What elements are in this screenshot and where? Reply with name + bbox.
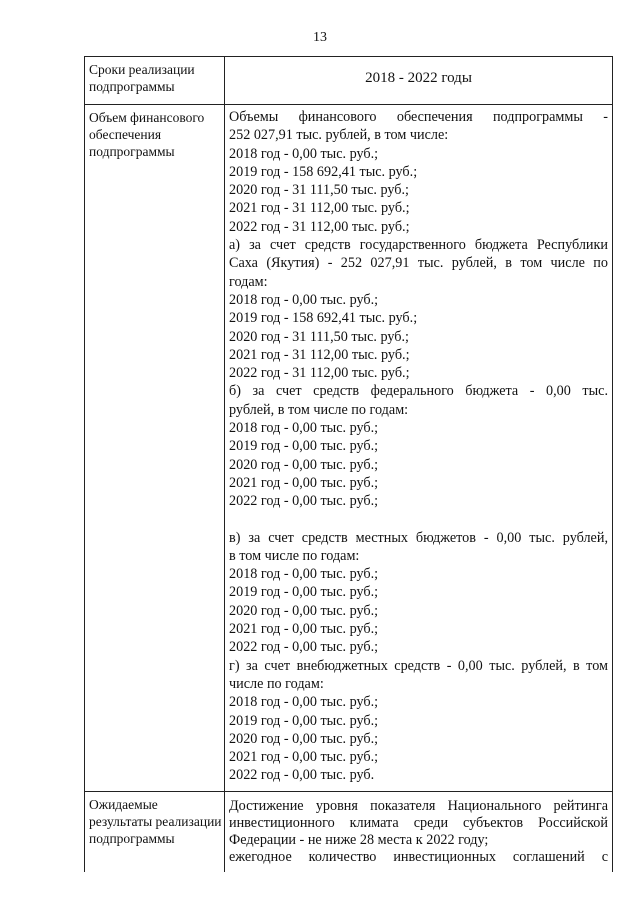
program-passport-table [84, 56, 613, 872]
federal-budget-line: б) за счет средств федерального бюджета - 0,00 тыс. [229, 383, 608, 400]
year-line: 2022 год - 0,00 тыс. руб.; [229, 493, 379, 510]
blank-gap [229, 511, 608, 529]
year-line: 2020 год - 31 111,50 тыс. руб.; [229, 328, 409, 345]
timeline-label-cell [85, 57, 225, 105]
year-line: 2021 год - 0,00 тыс. руб.; [229, 749, 379, 766]
results-content-cell [225, 791, 613, 872]
results-line: Федерации - не ниже 28 места к 2022 году; [229, 831, 489, 848]
timeline-label: Сроки реализации подпрограммы [89, 62, 195, 94]
extrabudgetary-line: г) за счет внебюджетных средств - 0,00 тыс. рублей, в том [229, 657, 608, 674]
results-line: ежегодное количество инвестиционных соглашений с [229, 848, 608, 865]
results-label-cell [85, 791, 225, 872]
year-line: 2019 год - 158 692,41 тыс. руб.; [229, 310, 418, 327]
extrabudgetary-line: числе по годам: [229, 675, 324, 692]
timeline-row [85, 57, 613, 105]
state-budget-line: а) за счет средств государственного бюджета Республики [229, 237, 608, 254]
year-line: 2019 год - 0,00 тыс. руб.; [229, 584, 379, 601]
funding-label-cell [85, 105, 225, 792]
local-budget-line: в) за счет средств местных бюджетов - 0,00 тыс. рублей, [229, 529, 608, 546]
year-line: 2021 год - 0,00 тыс. руб.; [229, 621, 379, 638]
results-line: Достижение уровня показателя Национального рейтинга [229, 797, 608, 814]
year-line: 2020 год - 0,00 тыс. руб.; [229, 730, 379, 747]
year-line: 2021 год - 31 112,00 тыс. руб.; [229, 200, 410, 217]
year-line: 2022 год - 0,00 тыс. руб.; [229, 639, 379, 656]
page-number: 13 [313, 30, 327, 45]
funding-label: Объем финансового обеспечения подпрограммы [89, 110, 205, 159]
year-line: 2020 год - 31 111,50 тыс. руб.; [229, 182, 409, 199]
results-row [85, 791, 613, 872]
funding-row [85, 105, 613, 792]
results-line: инвестиционного климата среди субъектов Российской [229, 814, 608, 831]
year-line: 2019 год - 0,00 тыс. руб.; [229, 712, 379, 729]
year-line: 2021 год - 0,00 тыс. руб.; [229, 474, 379, 491]
year-line: 2018 год - 0,00 тыс. руб.; [229, 694, 379, 711]
results-label: Ожидаемые результаты реализации подпрограммы [89, 796, 222, 846]
state-budget-line: Саха (Якутия) - 252 027,91 тыс. рублей, в том числе по [229, 255, 608, 272]
year-line: 2018 год - 0,00 тыс. руб.; [229, 145, 379, 162]
year-line: 2018 год - 0,00 тыс. руб.; [229, 420, 379, 437]
funding-content-cell [225, 105, 613, 792]
year-line: 2019 год - 158 692,41 тыс. руб.; [229, 163, 418, 180]
year-line: 2019 год - 0,00 тыс. руб.; [229, 438, 379, 455]
local-budget-line: в том числе по годам: [229, 547, 360, 564]
year-line: 2020 год - 0,00 тыс. руб.; [229, 602, 379, 619]
year-line: 2022 год - 0,00 тыс. руб. [229, 767, 375, 784]
year-line: 2022 год - 31 112,00 тыс. руб.; [229, 365, 410, 382]
year-line: 2021 год - 31 112,00 тыс. руб.; [229, 346, 410, 363]
timeline-value: 2018 - 2022 годы [365, 70, 472, 86]
federal-budget-line: рублей, в том числе по годам: [229, 401, 409, 418]
funding-intro-line: 252 027,91 тыс. рублей, в том числе: [229, 127, 449, 144]
year-line: 2020 год - 0,00 тыс. руб.; [229, 456, 379, 473]
funding-details [225, 105, 612, 791]
state-budget-line: годам: [229, 273, 268, 290]
year-line: 2018 год - 0,00 тыс. руб.; [229, 566, 379, 583]
year-line: 2022 год - 31 112,00 тыс. руб.; [229, 218, 410, 235]
funding-intro-line: Объемы финансового обеспечения подпрограммы - [229, 109, 608, 125]
results-details [225, 792, 612, 866]
year-line: 2018 год - 0,00 тыс. руб.; [229, 291, 379, 308]
timeline-value-cell [225, 57, 613, 105]
